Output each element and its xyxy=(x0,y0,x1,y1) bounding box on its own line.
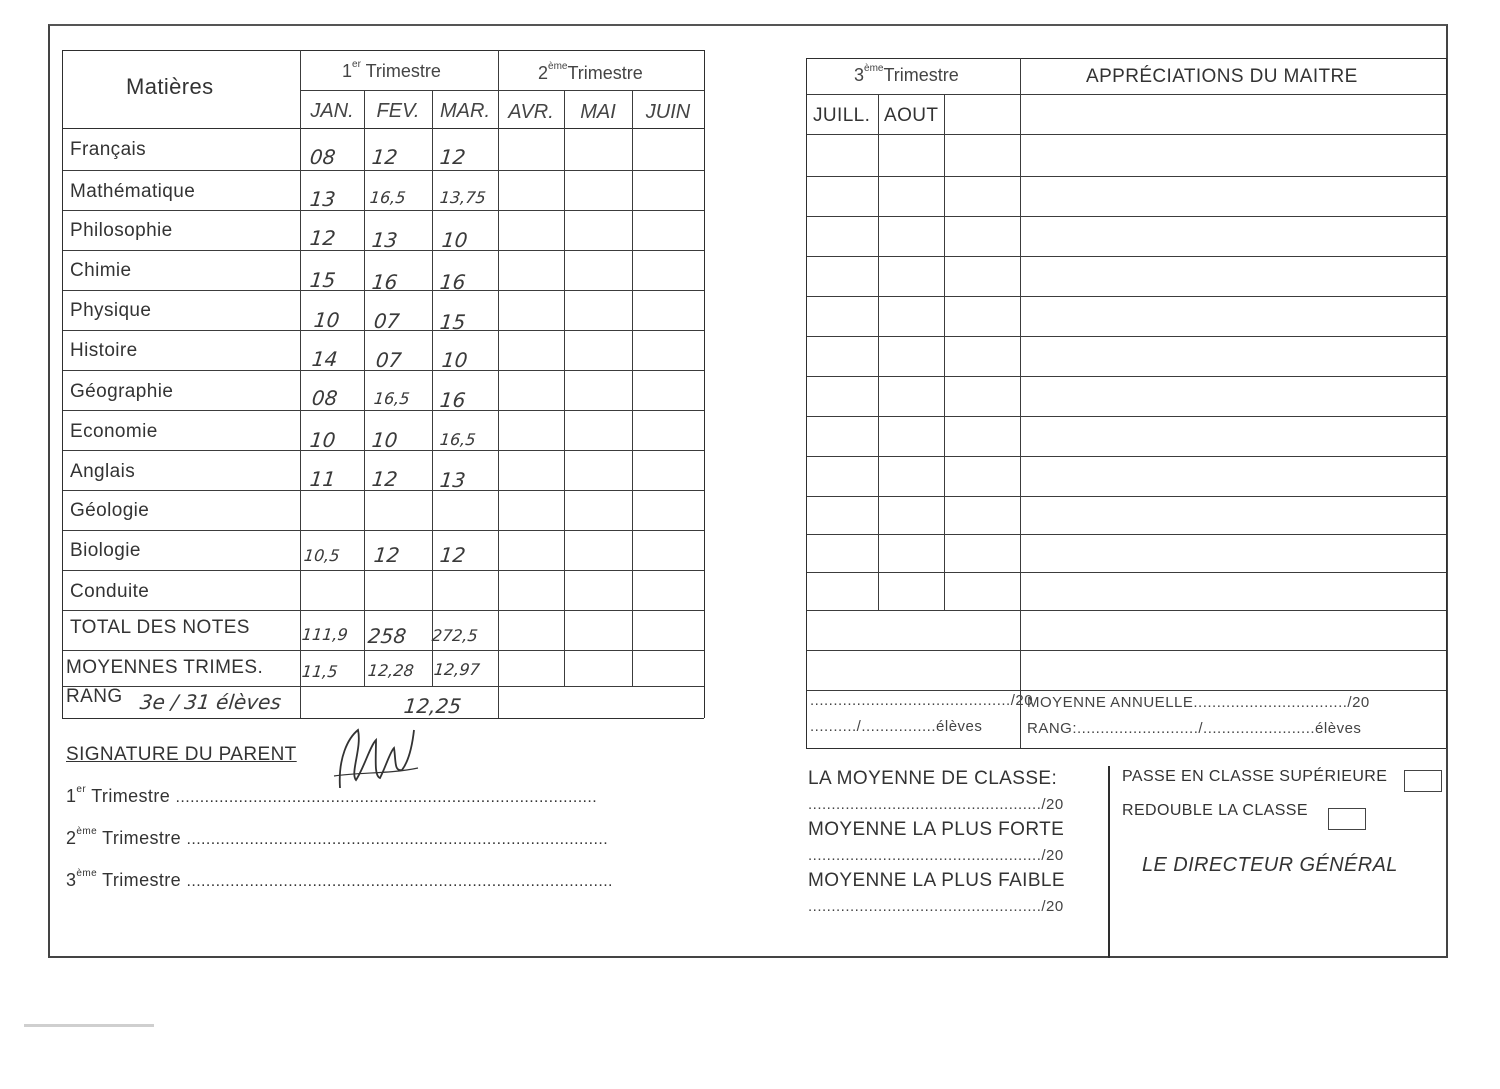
grade-mar: 12 xyxy=(438,543,467,567)
month-jan: JAN. xyxy=(310,100,354,122)
signature-trimestre-3: 3ème Trimestre ........................................................................................ xyxy=(66,868,613,890)
subject-name: Géologie xyxy=(70,500,150,521)
month-mai: MAI xyxy=(580,101,616,123)
grade-fev: 12 xyxy=(372,543,401,567)
subject-name: Anglais xyxy=(70,461,136,482)
trimestre-2-header: 2èmeTrimestre xyxy=(538,61,643,83)
month-juin: JUIN xyxy=(645,101,691,123)
appreciations-header: APPRÉCIATIONS DU MAITRE xyxy=(1086,66,1358,87)
grade-jan: 13 xyxy=(308,187,337,211)
moyenne-fev: 12,28 xyxy=(367,661,415,680)
grade-fev: 12 xyxy=(370,145,399,169)
rang-label: RANG xyxy=(66,686,123,707)
scan-artifact xyxy=(24,1024,154,1027)
moyennes-label: MOYENNES TRIMES. xyxy=(66,657,264,678)
grade-jan: 11 xyxy=(308,467,337,491)
passe-classe-checkbox[interactable] xyxy=(1404,770,1442,792)
subject-name: Conduite xyxy=(70,581,150,602)
grade-mar: 12 xyxy=(438,145,467,169)
total-mar: 272,5 xyxy=(431,626,479,645)
month-aout: AOUT xyxy=(884,105,939,126)
rang-annuel-label: RANG:........................../........................élèves xyxy=(1027,720,1362,737)
redouble-label: REDOUBLE LA CLASSE xyxy=(1122,802,1308,819)
redouble-checkbox[interactable] xyxy=(1328,808,1366,830)
grade-jan: 10,5 xyxy=(303,546,341,565)
grade-jan: 08 xyxy=(308,145,337,169)
subject-name: Histoire xyxy=(70,340,138,361)
signature-trimestre-2: 2ème Trimestre ....................................................................................... xyxy=(66,826,609,848)
moyenne-forte-label: MOYENNE LA PLUS FORTE xyxy=(808,819,1065,840)
total-fev: 258 xyxy=(366,624,408,648)
grade-mar: 15 xyxy=(438,310,467,334)
moyenne-jan: 11,5 xyxy=(301,662,339,681)
subject-name: Chimie xyxy=(70,260,132,281)
grade-fev: 13 xyxy=(370,228,399,252)
annual-average-field: .........................................../20 xyxy=(810,692,1034,709)
grade-mar: 10 xyxy=(440,348,469,372)
subject-name: Biologie xyxy=(70,540,141,561)
grade-fev: 10 xyxy=(370,428,399,452)
moyenne-classe-label: LA MOYENNE DE CLASSE: xyxy=(808,768,1058,789)
annual-rank-field: ........../................élèves xyxy=(810,718,983,735)
grade-mar: 13 xyxy=(438,468,467,492)
grade-jan: 08 xyxy=(310,386,339,410)
grade-fev: 07 xyxy=(374,348,403,372)
grade-mar: 10 xyxy=(440,228,469,252)
moyenne-forte-field: ................................................../20 xyxy=(808,847,1064,864)
passe-classe-label: PASSE EN CLASSE SUPÉRIEURE xyxy=(1122,768,1388,785)
matieres-header: Matières xyxy=(126,74,214,99)
grade-mar: 16 xyxy=(438,388,467,412)
grade-jan: 10 xyxy=(308,428,337,452)
grade-fev: 16 xyxy=(370,270,399,294)
grade-fev: 07 xyxy=(372,309,401,333)
grade-fev: 16,5 xyxy=(373,389,411,408)
moyenne-faible-field: ................................................../20 xyxy=(808,898,1064,915)
grade-fev: 16,5 xyxy=(369,188,407,207)
signature-trimestre-1: 1er Trimestre ....................................................................................... xyxy=(66,784,598,806)
month-juill: JUILL. xyxy=(813,105,871,126)
total-jan: 111,9 xyxy=(301,625,349,644)
grade-jan: 12 xyxy=(308,226,337,250)
subject-name: Géographie xyxy=(70,381,174,402)
grade-fev: 12 xyxy=(370,467,399,491)
grade-mar: 16 xyxy=(438,270,467,294)
grade-jan: 15 xyxy=(308,268,337,292)
month-fev: FEV. xyxy=(376,100,420,122)
total-label: TOTAL DES NOTES xyxy=(70,617,250,638)
subject-name: Economie xyxy=(70,421,158,442)
subject-name: Mathématique xyxy=(70,181,196,202)
trimestre-3-header: 3èmeTrimestre xyxy=(854,63,959,85)
grade-mar: 16,5 xyxy=(439,430,477,449)
moyenne-mar: 12,97 xyxy=(433,660,481,679)
month-mar: MAR. xyxy=(440,100,490,122)
directeur-label: LE DIRECTEUR GÉNÉRAL xyxy=(1142,854,1398,876)
subject-name: Philosophie xyxy=(70,220,173,241)
trimestre-1-header: 1er Trimestre xyxy=(342,59,441,81)
rang-trimester-average: 12,25 xyxy=(402,694,463,718)
signature-title: SIGNATURE DU PARENT xyxy=(66,744,297,765)
subject-name: Physique xyxy=(70,300,152,321)
subject-name: Français xyxy=(70,139,147,160)
grade-jan: 14 xyxy=(310,347,339,371)
month-avr: AVR. xyxy=(508,101,554,123)
rang-value: 3e / 31 élèves xyxy=(138,690,283,714)
moyenne-annuelle-label: MOYENNE ANNUELLE................................./20 xyxy=(1027,694,1370,711)
grade-jan: 10 xyxy=(312,308,341,332)
grade-mar: 13,75 xyxy=(439,188,487,207)
moyenne-faible-label: MOYENNE LA PLUS FAIBLE xyxy=(808,870,1065,891)
moyenne-classe-field: ................................................../20 xyxy=(808,796,1064,813)
